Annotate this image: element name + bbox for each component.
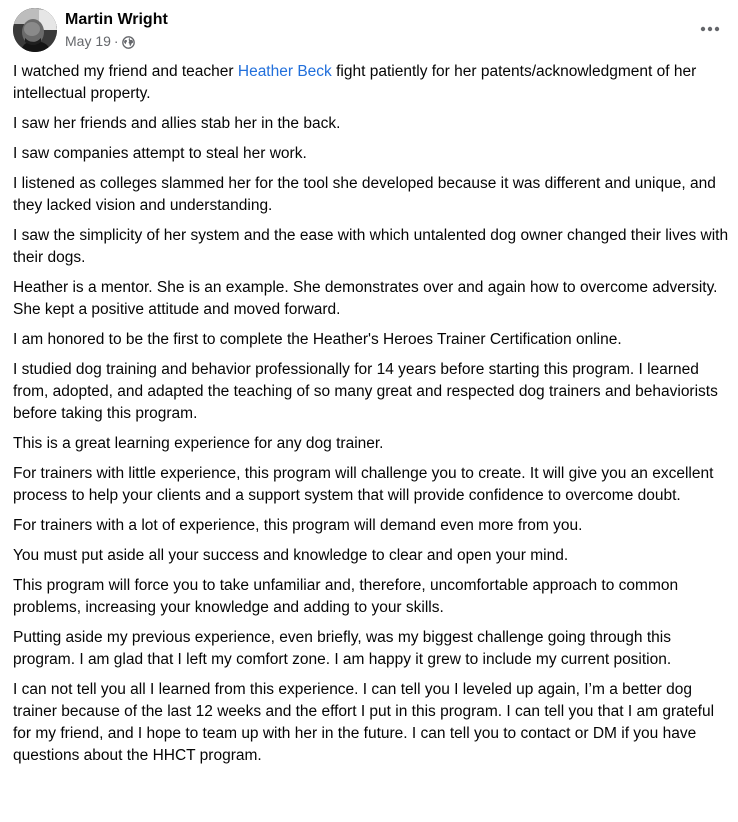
intro-text-before: I watched my friend and teacher bbox=[13, 63, 238, 80]
separator-dot: · bbox=[113, 33, 119, 49]
post-body bbox=[13, 61, 729, 775]
mention-link[interactable]: Heather Beck bbox=[237, 63, 332, 80]
post-paragraph: For trainers with a lot of experience, this program will demand even more from you. bbox=[13, 517, 583, 534]
post-paragraph-intro bbox=[13, 61, 729, 105]
post-paragraph: I can not tell you all I learned from this experience. I can tell you I leveled up again, I’m a better dog trainer because of the last 12 weeks and the effort I put in this program. I can tell you that I am grateful for my friend, and I hope to team up with her in the future. I can tell you to contact or DM if you have questions about the HHCT program. bbox=[13, 681, 715, 764]
post-date[interactable]: May 19 bbox=[65, 33, 111, 49]
post-paragraph: I saw the simplicity of her system and the ease with which untalented dog owner changed their lives with their dogs. bbox=[13, 227, 729, 266]
post-paragraph: I am honored to be the first to complete the Heather's Heroes Trainer Certification online. bbox=[13, 331, 622, 348]
post-header bbox=[13, 8, 168, 52]
post-paragraph: Heather is a mentor. She is an example. She demonstrates over and again how to overcome adversity. She kept a positive attitude and moved forward. bbox=[13, 279, 718, 318]
post-paragraph: Putting aside my previous experience, even briefly, was my biggest challenge going through this program. I am glad that I left my comfort zone. I am happy it grew to include my current position. bbox=[13, 629, 672, 668]
globe-icon[interactable] bbox=[122, 35, 135, 48]
avatar-photo bbox=[13, 8, 57, 52]
post-paragraph: I studied dog training and behavior professionally for 14 years before starting this program. I learned from, adopted, and adapted the teaching of so many great and respected dog trainers and behaviorists before taking this program. bbox=[13, 361, 718, 422]
intro-text-after: fight patiently for her patents/acknowledgment of her intellectual property. bbox=[13, 63, 697, 102]
author-avatar[interactable] bbox=[13, 8, 57, 52]
post-paragraph: For trainers with little experience, this program will challenge you to create. It will give you an excellent process to help your clients and a support system that will provide confidence to overcome doubt. bbox=[13, 465, 714, 504]
more-options-icon[interactable] bbox=[696, 15, 724, 43]
post-subline bbox=[65, 32, 168, 50]
post-paragraph: I saw companies attempt to steal her work. bbox=[13, 145, 307, 162]
post-paragraph: I saw her friends and allies stab her in the back. bbox=[13, 115, 341, 132]
post-paragraph: This program will force you to take unfamiliar and, therefore, uncomfortable approach to common problems, increasing your knowledge and adding to your skills. bbox=[13, 577, 679, 616]
post-paragraph: You must put aside all your success and knowledge to clear and open your mind. bbox=[13, 547, 569, 564]
post-meta bbox=[65, 10, 168, 50]
post-paragraph: I listened as colleges slammed her for the tool she developed because it was different and unique, and they lacked vision and understanding. bbox=[13, 175, 716, 214]
post-paragraph: This is a great learning experience for any dog trainer. bbox=[13, 435, 384, 452]
author-name[interactable]: Martin Wright bbox=[65, 11, 168, 28]
